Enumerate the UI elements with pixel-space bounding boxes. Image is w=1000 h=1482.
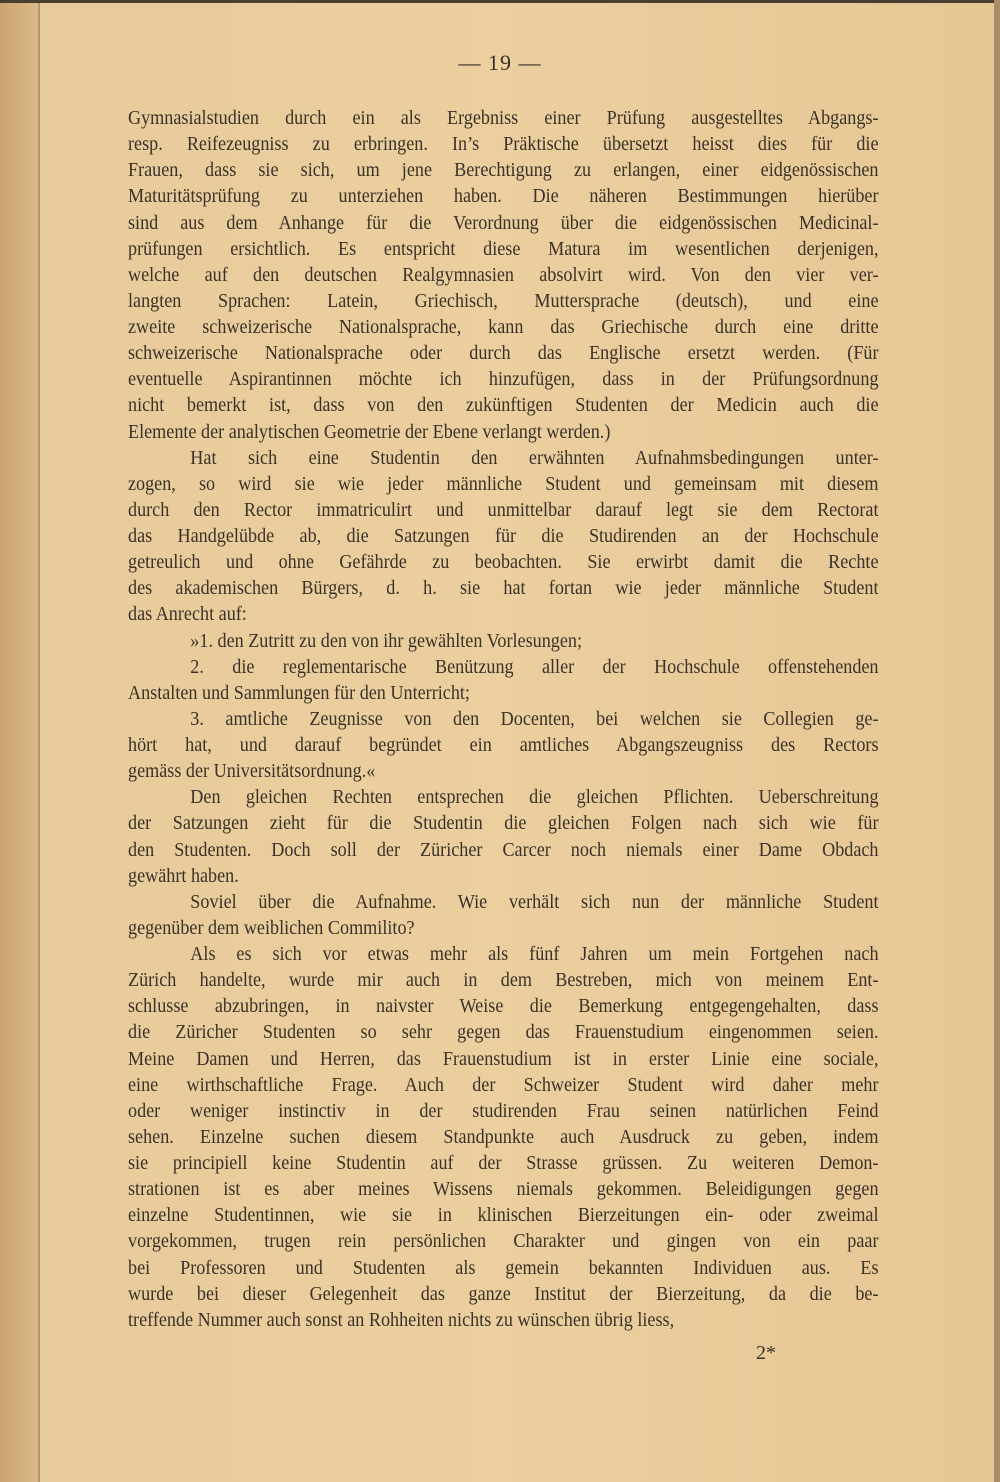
text-line: langten Sprachen: Latein, Griechisch, Muttersprache (deutsch), und eine [128,290,879,312]
text-line: eventuelle Aspirantinnen möchte ich hinzufügen, dass in der Prüfungsordnung [128,369,879,391]
text-line: gemäss der Universitätsordnung.« [128,761,376,783]
text-line: schweizerische Nationalsprache oder durch das Englische ersetzt werden. (Für [128,343,879,365]
text-line: der Satzungen zieht für die Studentin die gleichen Folgen nach sich wie für [128,813,879,835]
body-text [128,106,879,1334]
text-line: Anstalten und Sammlungen für den Unterricht; [128,682,470,704]
text-line: eine wirthschaftliche Frage. Auch der Schweizer Student wird daher mehr [128,1074,879,1096]
text-line: oder weniger instinctiv in der studirenden Frau seinen natürlichen Feind [128,1100,879,1122]
text-line: die Züricher Studenten so sehr gegen das Frauenstudium eingenommen seien. [128,1022,879,1044]
text-line: wurde bei dieser Gelegenheit das ganze Institut der Bierzeitung, da die be- [128,1283,879,1305]
text-line: Als es sich vor etwas mehr als fünf Jahren um mein Fortgehen nach [190,944,879,965]
text-line: einzelne Studentinnen, wie sie in klinischen Bierzeitungen ein- oder zweimal [128,1205,879,1227]
page-number: — 19 — [458,50,542,75]
text-line: Meine Damen und Herren, das Frauenstudium ist in erster Linie eine sociale, [128,1048,879,1070]
text-line: vorgekommen, trugen rein persönlichen Charakter und gingen von ein paar [128,1231,879,1253]
book-spine-edge [0,0,40,1482]
text-line: sie principiell keine Studentin auf der Strasse grüssen. Zu weiteren Demon- [128,1153,879,1174]
text-line: zweite schweizerische Nationalsprache, kann das Griechische durch eine dritte [128,317,879,338]
text-line: zogen, so wird sie wie jeder männliche Student und gemeinsam mit diesem [128,473,879,495]
text-line: Den gleichen Rechten entsprechen die gleichen Pflichten. Ueberschreitung [190,787,879,809]
text-line: schlusse abzubringen, in naivster Weise die Bemerkung entgegengehalten, dass [128,996,879,1018]
text-line: prüfungen ersichtlich. Es entspricht diese Matura im wesentlichen derjenigen, [128,238,879,260]
text-line: Maturitätsprüfung zu unterziehen haben. Die näheren Bestimmungen hierüber [128,186,879,208]
text-line: treffende Nummer auch sonst an Rohheiten nichts zu wünschen übrig liess, [128,1309,675,1331]
text-line: 3. amtliche Zeugnisse von den Docenten, bei welchen sie Collegien ge- [190,708,879,730]
text-line: den Studenten. Doch soll der Züricher Carcer noch niemals einer Dame Obdach [128,839,879,861]
text-line: Zürich handelte, wurde mir auch in dem Bestreben, mich von meinem Ent- [128,970,879,992]
text-line: welche auf den deutschen Realgymnasien absolvirt wird. Von den vier ver- [128,264,879,286]
text-line: sehen. Einzelne suchen diesem Standpunkte auch Ausdruck zu geben, indem [128,1126,879,1148]
text-line: bei Professoren und Studenten als gemein bekannten Individuen aus. Es [128,1257,879,1279]
text-line: des akademischen Bürgers, d. h. sie hat fortan wie jeder männliche Student [128,578,879,600]
text-line: Soviel über die Aufnahme. Wie verhält sich nun der männliche Student [190,891,879,913]
text-line: resp. Reifezeugniss zu erbringen. In’s Präktische übersetzt heisst dies für die [128,134,879,156]
text-line: durch den Rector immatriculirt und unmittelbar darauf legt sie dem Rectorat [128,499,879,521]
top-edge [0,0,1000,3]
text-line: hört hat, und darauf begründet ein amtliches Abgangszeugniss des Rectors [128,735,879,756]
text-line: Elemente der analytischen Geometrie der Ebene verlangt werden.) [128,421,611,443]
text-line: 2. die reglementarische Benützung aller der Hochschule offenstehenden [190,656,879,678]
text-line: »1. den Zutritt zu den von ihr gewählten Vorlesungen; [190,630,582,652]
text-line: das Handgelübde ab, die Satzungen für die Studirenden an der Hochschule [128,526,879,547]
text-line: gewährt haben. [128,865,239,887]
text-line: strationen ist es aber meines Wissens niemals gekommen. Beleidigungen gegen [128,1179,879,1201]
signature-mark: 2* [756,1342,776,1364]
text-line: nicht bemerkt ist, dass von den zukünftigen Studenten der Medicin auch die [128,395,879,417]
text-line: sind aus dem Anhange für die Verordnung über die eidgenössischen Medicinal- [128,212,879,234]
right-edge [994,0,1000,1482]
text-line: getreulich und ohne Gefährde zu beobachten. Sie erwirbt damit die Rechte [128,552,879,574]
text-line: das Anrecht auf: [128,604,247,626]
text-line: Frauen, dass sie sich, um jene Berechtigung zu erlangen, einer eidgenössischen [128,160,879,182]
text-line: Gymnasialstudien durch ein als Ergebniss einer Prüfung ausgestelltes Abgangs- [128,108,879,129]
text-line: gegenüber dem weiblichen Commilito? [128,917,415,939]
text-line: Hat sich eine Studentin den erwähnten Aufnahmsbedingungen unter- [190,447,879,469]
